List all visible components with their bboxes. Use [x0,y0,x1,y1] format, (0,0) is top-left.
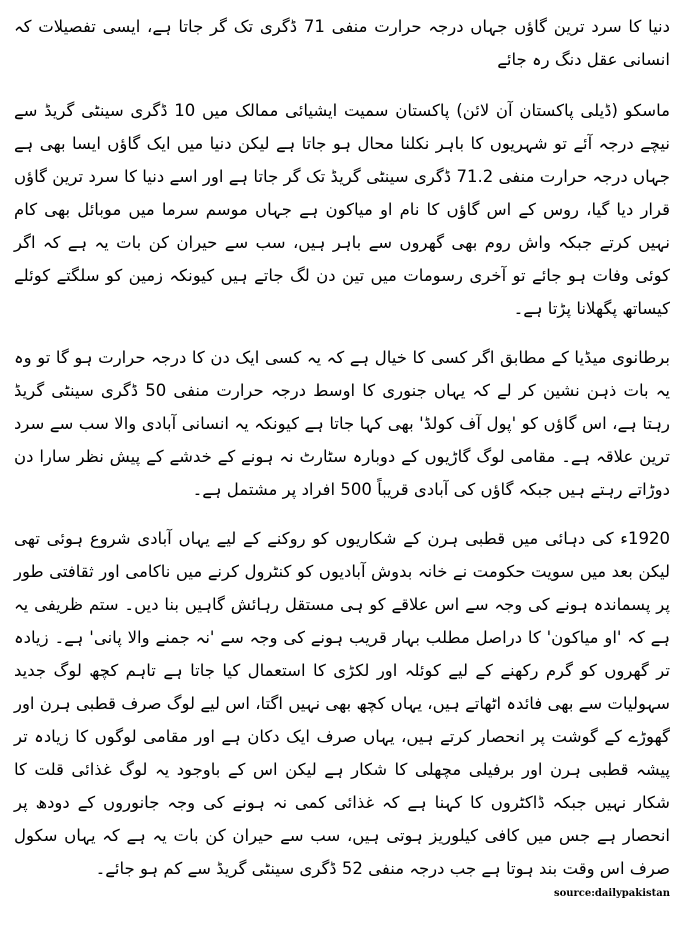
article-paragraph-3: 1920ء کی دہائی میں قطبی ہرن کے شکاریوں کو روکنے کے لیے یہاں آبادی شروع ہوئی تھی لیکن بعد میں سویت حکومت نے خانہ بدوش آبادیوں کو کنٹرول کرنے میں ناکامی اور ثقافتی طور پر پسماندہ ہونے کی وجہ سے اس علاقے کو ہی مستقل رہائش گاہیں بنا دیں۔ ستم ظریفی یہ ہے کہ 'او میاکون' کا دراصل مطلب بہار قریب ہونے کی وجہ سے 'نہ جمنے والا پانی' ہے۔ زیادہ تر گھروں کو گرم رکھنے کے لیے کوئلہ اور لکڑی کا استعمال کیا جاتا ہے تاہم کچھ لوگ جدید سہولیات سے بھی فائدہ اٹھاتے ہیں، یہاں کچھ بھی نہیں اگتا، اس لیے لوگ صرف قطبی ہرن اور گھوڑے کے گوشت پر انحصار کرتے ہیں، یہاں صرف ایک دکان ہے اور مقامی لوگوں کا زیادہ تر پیشہ قطبی ہرن اور برفیلی مچھلی کا شکار ہے لیکن اس کے باوجود یہ لوگ غذائی قلت کا شکار نہیں جبکہ ڈاکٹروں کا کہنا ہے کہ غذائی کمی نہ ہونے کی وجہ جانوروں کے دودھ پر انحصار ہے جس میں کافی کیلوریز ہوتی ہیں، سب سے حیران کن بات یہ ہے کہ یہاں سکول صرف اس وقت بند ہوتا ہے جب درجہ منفی 52 ڈگری سینٹی گریڈ سے کم ہو جائے۔ [14,529,670,878]
article-title: دنیا کا سرد ترین گاؤں جہاں درجہ حرارت منفی 71 ڈگری تک گر جاتا ہے، ایسی تفصیلات کہ انسانی عقل دنگ رہ جائے [14,17,670,69]
source-credit: source:dailypakistan [553,888,670,899]
article-paragraph-2: برطانوی میڈیا کے مطابق اگر کسی کا خیال ہے کہ یہ کسی ایک دن کا درجہ حرارت ہو گا تو وہ یہ بات ذہن نشین کر لے کہ یہاں جنوری کا اوسط درجہ حرارت منفی 50 ڈگری سینٹی گریڈ رہتا ہے، اس گاؤں کو 'پول آف کولڈ' بھی کہا جاتا ہے کیونکہ یہ انسانی آبادی والا سب سے سرد ترین علاقہ ہے۔ مقامی لوگ گاڑیوں کے دوبارہ سٹارٹ نہ ہونے کے خدشے کے پیش نظر سارا دن دوڑاتے رہتے ہیں جبکہ گاؤں کی آبادی قریباً 500 افراد پر مشتمل ہے۔ [14,348,670,499]
article-paragraph-1: ماسکو (ڈیلی پاکستان آن لائن) پاکستان سمیت ایشیائی ممالک میں 10 ڈگری سینٹی گریڈ سے نیچے درجہ آئے تو شہریوں کا باہر نکلنا محال ہو جاتا ہے لیکن دنیا میں ایک گاؤں ایسا بھی ہے جہاں درجہ حرارت منفی 71.2 ڈگری سینٹی گریڈ تک گر جاتا ہے اور اسے دنیا کا سرد ترین گاؤں قرار دیا گیا، روس کے اس گاؤں کا نام او میاکون ہے جہاں موسم سرما میں موبائل بھی کام نہیں کرتے جبکہ واش روم بھی گھروں سے باہر ہیں، سب سے حیران کن بات یہ ہے کہ اگر کوئی وفات ہو جائے تو آخری رسومات میں تین دن لگ جاتے ہیں کیونکہ زمین کو سلگتے کوئلے کیساتھ پگھلانا پڑتا ہے۔ [14,101,671,318]
